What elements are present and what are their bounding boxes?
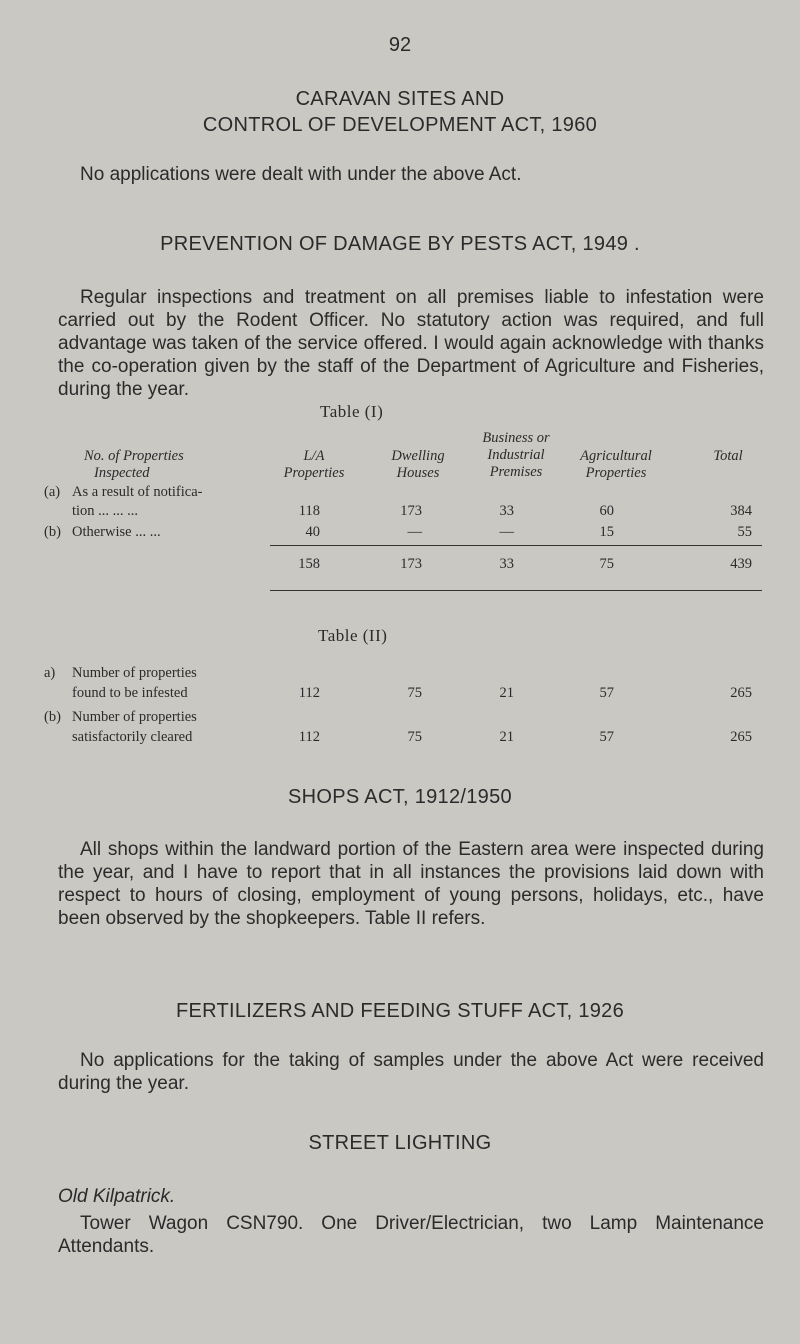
table1-row-b-business: — — [499, 524, 514, 540]
table2-row-a-dwelling: 75 — [407, 685, 422, 701]
table2-row-a-agricultural: 57 — [599, 685, 614, 701]
table1-row-a-agricultural: 60 — [599, 503, 614, 519]
caravan-heading-line1: CARAVAN SITES AND — [295, 88, 505, 110]
table1-head-label-line1: No. of Properties — [84, 448, 184, 464]
table1-total-total: 439 — [730, 556, 752, 572]
street-lighting-text: Tower Wagon CSN790. One Driver/Electrician, two Lamp Maintenance Attendants. — [58, 1213, 764, 1257]
table1-row-a-la: 118 — [298, 503, 320, 519]
table2-row-a-label1: Number of properties — [72, 665, 197, 681]
table2-row-b-marker: (b) — [44, 709, 61, 725]
table1-total-la: 158 — [298, 556, 320, 572]
table1-row-a-business: 33 — [499, 503, 514, 519]
table1-total-agricultural: 75 — [599, 556, 614, 572]
pests-text: Regular inspections and treatment on all premises liable to infestation were carried out by the Rodent Officer. No statutory action was required, and full advantage was taken of the service offered. I would again acknowledge with thanks the co-operation given by the staff of the Department of Agriculture and Fisheries, during the year. — [58, 287, 764, 400]
shops-heading: SHOPS ACT, 1912/1950 — [288, 786, 512, 808]
table2-title: Table (II) — [318, 626, 388, 645]
table1-col-la-line2: Properties — [283, 465, 345, 481]
table2-row-a-marker: a) — [44, 665, 56, 681]
table1-row-b-la: 40 — [305, 524, 320, 540]
table1-col-business-line1: Business or Industrial — [482, 430, 550, 463]
table1-row-a-label2: tion ... ... ... — [72, 503, 139, 519]
table2-row-b-label1: Number of properties — [72, 709, 197, 725]
table1-col-dwelling-line1: Dwelling — [391, 448, 445, 464]
table2-row-b-total: 265 — [730, 729, 752, 745]
table1-total-dwelling: 173 — [400, 556, 422, 572]
table1-row-a-label1: As a result of notifica- — [72, 484, 203, 500]
table1-row-a-total: 384 — [730, 503, 752, 519]
table1-col-business-line2: Premises — [489, 464, 543, 480]
table1-total-business: 33 — [499, 556, 514, 572]
table1-row-b-total: 55 — [737, 524, 752, 540]
table1-col-agricultural — [566, 448, 666, 482]
street-lighting-heading: STREET LIGHTING — [308, 1132, 492, 1154]
table2-row-a-business: 21 — [499, 685, 514, 701]
fertilizers-heading: FERTILIZERS AND FEEDING STUFF ACT, 1926 — [175, 1000, 625, 1022]
table1-row-b-marker: (b) — [44, 524, 61, 540]
table1-title: Table (I) — [320, 402, 384, 421]
table2-row-b-label2: satisfactorily cleared — [72, 729, 193, 745]
caravan-heading-line2: CONTROL OF DEVELOPMENT ACT, 1960 — [202, 114, 598, 136]
table1-col-agricultural-line2: Properties — [585, 465, 647, 481]
table1-row-b-agricultural: 15 — [599, 524, 614, 540]
table1-row-a-marker: (a) — [44, 484, 61, 500]
shops-text: All shops within the landward portion of the Eastern area were inspected during the year, and I have to report that in all instances the provisions laid down with respect to hours of closing, employment of young persons, holidays, etc., have been observed by the shopkeepers. Table II refers. — [58, 839, 764, 929]
table1-col-total — [700, 448, 756, 465]
table1-row-a-dwelling: 173 — [400, 503, 422, 519]
table1-col-dwelling — [378, 448, 458, 482]
table2-row-b-la: 112 — [298, 729, 320, 745]
page-number: 92 — [388, 34, 412, 56]
table2-row-a-la: 112 — [298, 685, 320, 701]
table1-row-b-dwelling: — — [407, 524, 422, 540]
table2-row-a-total: 265 — [730, 685, 752, 701]
table1-col-business — [466, 430, 566, 481]
table1-col-la-line1: L/A — [303, 448, 325, 464]
pests-heading: PREVENTION OF DAMAGE BY PESTS ACT, 1949 . — [160, 233, 640, 255]
table1-col-la — [268, 448, 360, 482]
table2-row-a-label2: found to be infested — [72, 685, 188, 701]
caravan-text: No applications were dealt with under the above Act. — [80, 164, 522, 185]
table2-row-b-agricultural: 57 — [599, 729, 614, 745]
fertilizers-text: No applications for the taking of samples under the above Act were received during the year. — [58, 1050, 764, 1094]
table1-col-agricultural-line1: Agricultural — [580, 448, 652, 464]
table2-row-b-dwelling: 75 — [407, 729, 422, 745]
street-lighting-subheading: Old Kilpatrick. — [58, 1186, 176, 1207]
table1-row-b-label: Otherwise ... ... — [72, 524, 161, 540]
table1-col-total-line2: Total — [713, 448, 743, 464]
table1-total-rule — [270, 590, 762, 591]
table2-row-b-business: 21 — [499, 729, 514, 745]
table1-subtotal-rule — [270, 545, 762, 546]
table1-col-dwelling-line2: Houses — [396, 465, 440, 481]
table1-head-label-line2: Inspected — [94, 465, 150, 481]
table1-head-label — [62, 448, 242, 482]
